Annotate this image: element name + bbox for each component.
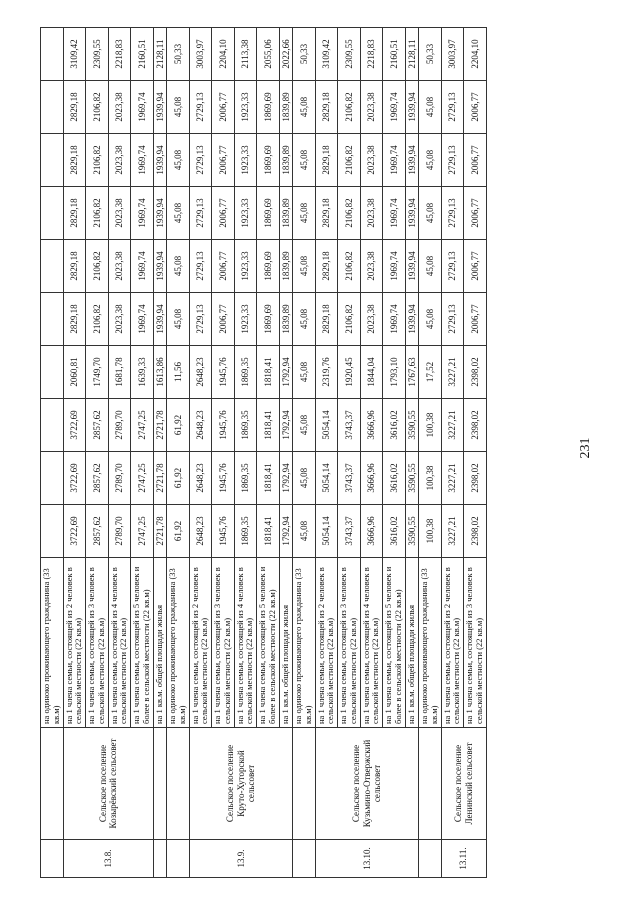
table-row: [419, 27, 442, 877]
value-cell: 1969,74: [383, 239, 406, 292]
value-cell: 1945,76: [212, 398, 235, 451]
value-cell: 2648,23: [189, 345, 212, 398]
value-cell: 1869,35: [234, 504, 257, 557]
value-cell: 3722,69: [63, 451, 86, 504]
value-cell: 2023,38: [360, 292, 383, 345]
value-cell: 5054,14: [315, 398, 338, 451]
value-cell: 1969,74: [131, 133, 154, 186]
value-cell: 1923,33: [234, 292, 257, 345]
value-cell: 2829,18: [315, 186, 338, 239]
value-cell: 1869,35: [234, 451, 257, 504]
value-cell: 1818,41: [257, 345, 280, 398]
value-cell: 1923,33: [234, 80, 257, 133]
value-cell: 2006,77: [212, 133, 235, 186]
value-cell: [41, 27, 64, 80]
value-cell: 1792,94: [279, 345, 292, 398]
description-cell: на одиноко проживающего гражданина (33 кв.м): [293, 557, 316, 727]
value-cell: 2829,18: [63, 186, 86, 239]
table-row: [63, 27, 86, 877]
value-cell: 45,08: [293, 239, 316, 292]
description-cell: на 1 члена семьи, состоящей из 2 человек в сельской местности (22 кв.м): [315, 557, 338, 727]
value-cell: 2218,83: [360, 27, 383, 80]
value-cell: 2106,82: [338, 133, 361, 186]
value-cell: 2729,13: [441, 186, 464, 239]
value-cell: 2218,83: [108, 27, 131, 80]
value-cell: 1969,74: [131, 239, 154, 292]
value-cell: 1869,69: [257, 80, 280, 133]
description-cell: на одиноко проживающего гражданина (33 кв.м): [419, 557, 442, 727]
value-cell: 2789,70: [108, 398, 131, 451]
value-cell: 1923,33: [234, 239, 257, 292]
rotated-table-container: [40, 28, 600, 878]
value-cell: 2829,18: [315, 292, 338, 345]
value-cell: 2106,82: [86, 239, 109, 292]
value-cell: 50,33: [167, 27, 190, 80]
description-cell: на 1 члена семьи, состоящей из 2 человек в сельской местности (22 кв.м): [63, 557, 86, 727]
value-cell: 1923,33: [234, 186, 257, 239]
value-cell: 2023,38: [108, 133, 131, 186]
value-cell: 2023,38: [360, 186, 383, 239]
value-cell: 1818,41: [257, 451, 280, 504]
value-cell: 1792,94: [279, 504, 292, 557]
settlement-cell: [167, 727, 190, 839]
value-cell: 45,08: [293, 451, 316, 504]
value-cell: 1869,69: [257, 292, 280, 345]
description-cell: на 1 кв.м. общей площади жилья: [279, 557, 292, 727]
value-cell: 45,08: [419, 80, 442, 133]
value-cell: [41, 451, 64, 504]
value-cell: 2729,13: [189, 133, 212, 186]
value-cell: 2023,38: [360, 133, 383, 186]
value-cell: 2160,51: [131, 27, 154, 80]
value-cell: 2006,77: [464, 292, 487, 345]
value-cell: 2055,06: [257, 27, 280, 80]
value-cell: [41, 239, 64, 292]
value-cell: 3590,55: [405, 504, 418, 557]
table-row: [189, 27, 212, 877]
value-cell: 3003,97: [441, 27, 464, 80]
tariff-table-body: [41, 27, 487, 877]
page-number: 231: [578, 437, 593, 459]
value-cell: 17,52: [419, 345, 442, 398]
table-row: [153, 27, 166, 877]
value-cell: 2106,82: [338, 239, 361, 292]
value-cell: 61,92: [167, 398, 190, 451]
value-cell: 2106,82: [86, 133, 109, 186]
description-cell: на 1 члена семьи, состоящей из 3 человек в сельской местности (22 кв.м): [338, 557, 361, 727]
value-cell: 2789,70: [108, 451, 131, 504]
value-cell: 3666,96: [360, 398, 383, 451]
value-cell: 61,92: [167, 451, 190, 504]
value-cell: 3590,55: [405, 451, 418, 504]
value-cell: 2023,38: [108, 239, 131, 292]
value-cell: 45,08: [293, 292, 316, 345]
value-cell: 3666,96: [360, 451, 383, 504]
value-cell: 1939,94: [405, 186, 418, 239]
value-cell: 2006,77: [212, 80, 235, 133]
value-cell: 2648,23: [189, 451, 212, 504]
description-cell: на 1 члена семьи, состоящей из 3 человек в сельской местности (22 кв.м): [86, 557, 109, 727]
value-cell: 2006,77: [464, 80, 487, 133]
value-cell: 2113,38: [234, 27, 257, 80]
value-cell: 45,08: [293, 80, 316, 133]
description-cell: на 1 члена семьи, состоящей из 5 человек и более в сельской местности (22 кв.м): [257, 557, 280, 727]
value-cell: 1939,94: [153, 133, 166, 186]
settlement-cell: Сельское поселение Ленинский сельсовет: [441, 727, 486, 839]
value-cell: [41, 292, 64, 345]
value-cell: 2729,13: [189, 186, 212, 239]
value-cell: 2398,02: [464, 451, 487, 504]
value-cell: 2006,77: [464, 239, 487, 292]
value-cell: 45,08: [167, 186, 190, 239]
value-cell: 2204,10: [464, 27, 487, 80]
value-cell: 2829,18: [63, 239, 86, 292]
value-cell: 3003,97: [189, 27, 212, 80]
value-cell: 2747,25: [131, 504, 154, 557]
value-cell: 45,08: [419, 292, 442, 345]
description-cell: на одиноко проживающего гражданина (33 кв.м): [41, 557, 64, 727]
value-cell: 1639,33: [131, 345, 154, 398]
value-cell: 2857,62: [86, 398, 109, 451]
description-cell: на 1 члена семьи, состоящей из 4 человек в сельской местности (22 кв.м): [360, 557, 383, 727]
value-cell: 2729,13: [189, 80, 212, 133]
value-cell: 3743,37: [338, 504, 361, 557]
value-cell: 1945,76: [212, 504, 235, 557]
value-cell: 1792,94: [279, 451, 292, 504]
value-cell: 2106,82: [86, 80, 109, 133]
description-cell: на 1 члена семьи, состоящей из 2 человек в сельской местности (22 кв.м): [441, 557, 464, 727]
table-row: [41, 27, 64, 877]
row-number-cell: [41, 839, 64, 877]
value-cell: 3722,69: [63, 504, 86, 557]
value-cell: 1969,74: [131, 186, 154, 239]
table-row: [167, 27, 190, 877]
value-cell: 2648,23: [189, 504, 212, 557]
value-cell: 2160,51: [383, 27, 406, 80]
value-cell: 100,38: [419, 451, 442, 504]
value-cell: 1767,63: [405, 345, 418, 398]
value-cell: 2829,18: [63, 292, 86, 345]
description-cell: на одиноко проживающего гражданина (33 кв.м): [167, 557, 190, 727]
value-cell: [41, 133, 64, 186]
value-cell: 2398,02: [464, 504, 487, 557]
settlement-cell: [293, 727, 316, 839]
value-cell: 1939,94: [153, 80, 166, 133]
value-cell: 45,08: [167, 292, 190, 345]
value-cell: 1969,74: [131, 292, 154, 345]
value-cell: 45,08: [293, 345, 316, 398]
value-cell: 2648,23: [189, 398, 212, 451]
value-cell: 2729,13: [189, 239, 212, 292]
value-cell: 5054,14: [315, 451, 338, 504]
value-cell: [41, 186, 64, 239]
value-cell: 1969,74: [383, 80, 406, 133]
value-cell: 3666,96: [360, 504, 383, 557]
settlement-cell: Сельское поселение Козырёвский сельсовет: [63, 727, 153, 839]
value-cell: 2747,25: [131, 451, 154, 504]
value-cell: 3109,42: [315, 27, 338, 80]
value-cell: 1939,94: [405, 239, 418, 292]
value-cell: 2023,38: [360, 80, 383, 133]
row-number-cell: [419, 839, 442, 877]
value-cell: 2721,78: [153, 504, 166, 557]
value-cell: 2729,13: [441, 239, 464, 292]
value-cell: 3227,21: [441, 345, 464, 398]
value-cell: 2106,82: [86, 186, 109, 239]
value-cell: 45,08: [167, 239, 190, 292]
value-cell: 2023,38: [360, 239, 383, 292]
value-cell: 2006,77: [212, 186, 235, 239]
value-cell: 1939,94: [405, 292, 418, 345]
value-cell: 1869,69: [257, 186, 280, 239]
value-cell: 45,08: [293, 504, 316, 557]
description-cell: на 1 члена семьи, состоящей из 4 человек в сельской местности (22 кв.м): [234, 557, 257, 727]
value-cell: 2006,77: [212, 292, 235, 345]
value-cell: 2319,76: [315, 345, 338, 398]
value-cell: 2721,78: [153, 398, 166, 451]
value-cell: 1613,86: [153, 345, 166, 398]
value-cell: 2829,18: [315, 133, 338, 186]
row-number-cell: 13.11.: [441, 839, 486, 877]
value-cell: 1969,74: [383, 186, 406, 239]
value-cell: 1945,76: [212, 345, 235, 398]
value-cell: 2729,13: [441, 292, 464, 345]
value-cell: [41, 504, 64, 557]
value-cell: 2023,38: [108, 80, 131, 133]
value-cell: 2398,02: [464, 398, 487, 451]
value-cell: [41, 398, 64, 451]
value-cell: 2829,18: [315, 239, 338, 292]
value-cell: 100,38: [419, 398, 442, 451]
value-cell: 1939,94: [153, 292, 166, 345]
description-cell: на 1 члена семьи, состоящей из 5 человек и более в сельской местности (22 кв.м): [131, 557, 154, 727]
value-cell: 3616,02: [383, 451, 406, 504]
value-cell: 2106,82: [86, 292, 109, 345]
value-cell: 45,08: [293, 133, 316, 186]
value-cell: 1839,89: [279, 80, 292, 133]
value-cell: 2857,62: [86, 451, 109, 504]
row-number-cell: [153, 839, 166, 877]
value-cell: 1749,70: [86, 345, 109, 398]
value-cell: 45,08: [419, 133, 442, 186]
value-cell: 2128,11: [153, 27, 166, 80]
value-cell: 3616,02: [383, 504, 406, 557]
value-cell: 1939,94: [153, 239, 166, 292]
value-cell: 2309,55: [338, 27, 361, 80]
value-cell: 3616,02: [383, 398, 406, 451]
value-cell: 1681,78: [108, 345, 131, 398]
value-cell: 3743,37: [338, 451, 361, 504]
value-cell: 3109,42: [63, 27, 86, 80]
description-cell: на 1 кв.м. общей площади жилья: [405, 557, 418, 727]
row-number-cell: [167, 839, 190, 877]
value-cell: 1945,76: [212, 451, 235, 504]
value-cell: 2128,11: [405, 27, 418, 80]
value-cell: 2006,77: [464, 133, 487, 186]
value-cell: 2729,13: [441, 133, 464, 186]
table-row: [441, 27, 464, 877]
table-row: [293, 27, 316, 877]
value-cell: 1939,94: [153, 186, 166, 239]
value-cell: 2789,70: [108, 504, 131, 557]
settlement-cell: Сельское поселение Круто-Хуторской сельсовет: [189, 727, 292, 839]
value-cell: 1969,74: [383, 292, 406, 345]
value-cell: 2060,81: [63, 345, 86, 398]
value-cell: 61,92: [167, 504, 190, 557]
value-cell: 45,08: [293, 398, 316, 451]
value-cell: 3590,55: [405, 398, 418, 451]
value-cell: 1839,89: [279, 186, 292, 239]
value-cell: 1969,74: [131, 80, 154, 133]
value-cell: 2729,13: [441, 80, 464, 133]
value-cell: 3722,69: [63, 398, 86, 451]
value-cell: 2721,78: [153, 451, 166, 504]
value-cell: 45,08: [419, 239, 442, 292]
value-cell: 3743,37: [338, 398, 361, 451]
value-cell: 1869,35: [234, 398, 257, 451]
value-cell: 1869,69: [257, 133, 280, 186]
description-cell: на 1 члена семьи, состоящей из 4 человек в сельской местности (22 кв.м): [108, 557, 131, 727]
value-cell: 1793,10: [383, 345, 406, 398]
value-cell: 2006,77: [212, 239, 235, 292]
value-cell: 45,08: [167, 133, 190, 186]
description-cell: на 1 члена семьи, состоящей из 3 человек в сельской местности (22 кв.м): [464, 557, 487, 727]
value-cell: 1869,69: [257, 239, 280, 292]
value-cell: 3227,21: [441, 504, 464, 557]
settlement-cell: [419, 727, 442, 839]
row-number-cell: [293, 839, 316, 877]
value-cell: 2106,82: [338, 292, 361, 345]
row-number-cell: 13.9.: [189, 839, 292, 877]
tariff-table: [40, 27, 487, 878]
value-cell: 2023,38: [108, 292, 131, 345]
settlement-cell: [41, 727, 64, 839]
value-cell: 2729,13: [189, 292, 212, 345]
value-cell: 1869,35: [234, 345, 257, 398]
description-cell: на 1 кв.м. общей площади жилья: [153, 557, 166, 727]
settlement-cell: [153, 727, 166, 839]
value-cell: 1923,33: [234, 133, 257, 186]
table-row: [315, 27, 338, 877]
value-cell: 45,08: [419, 186, 442, 239]
value-cell: 1792,94: [279, 398, 292, 451]
value-cell: 2022,66: [279, 27, 292, 80]
value-cell: 45,08: [293, 186, 316, 239]
value-cell: 45,08: [167, 80, 190, 133]
value-cell: 1939,94: [405, 80, 418, 133]
value-cell: 2204,10: [212, 27, 235, 80]
value-cell: 2006,77: [464, 186, 487, 239]
settlement-cell: Сельское поселение Кузьмино-Отвержский сельсовет: [315, 727, 418, 839]
value-cell: 50,33: [293, 27, 316, 80]
value-cell: 2829,18: [315, 80, 338, 133]
value-cell: 1839,89: [279, 239, 292, 292]
value-cell: 1844,04: [360, 345, 383, 398]
value-cell: 2829,18: [63, 133, 86, 186]
value-cell: 5054,14: [315, 504, 338, 557]
value-cell: 1839,89: [279, 133, 292, 186]
value-cell: 1818,41: [257, 398, 280, 451]
value-cell: 2106,82: [338, 80, 361, 133]
value-cell: 100,38: [419, 504, 442, 557]
row-number-cell: 13.8.: [63, 839, 153, 877]
row-number-cell: 13.10.: [315, 839, 418, 877]
value-cell: 2857,62: [86, 504, 109, 557]
value-cell: 1818,41: [257, 504, 280, 557]
value-cell: 11,56: [167, 345, 190, 398]
description-cell: на 1 члена семьи, состоящей из 5 человек и более в сельской местности (22 кв.м): [383, 557, 406, 727]
value-cell: 2106,82: [338, 186, 361, 239]
value-cell: 1939,94: [405, 133, 418, 186]
value-cell: 2309,55: [86, 27, 109, 80]
value-cell: 2829,18: [63, 80, 86, 133]
description-cell: на 1 члена семьи, состоящей из 3 человек в сельской местности (22 кв.м): [212, 557, 235, 727]
value-cell: 3227,21: [441, 451, 464, 504]
value-cell: 1969,74: [383, 133, 406, 186]
value-cell: [41, 345, 64, 398]
value-cell: 2023,38: [108, 186, 131, 239]
value-cell: 2747,25: [131, 398, 154, 451]
value-cell: 1920,45: [338, 345, 361, 398]
value-cell: 3227,21: [441, 398, 464, 451]
value-cell: [41, 80, 64, 133]
value-cell: 2398,02: [464, 345, 487, 398]
description-cell: на 1 члена семьи, состоящей из 2 человек в сельской местности (22 кв.м): [189, 557, 212, 727]
value-cell: 50,33: [419, 27, 442, 80]
value-cell: 1839,89: [279, 292, 292, 345]
